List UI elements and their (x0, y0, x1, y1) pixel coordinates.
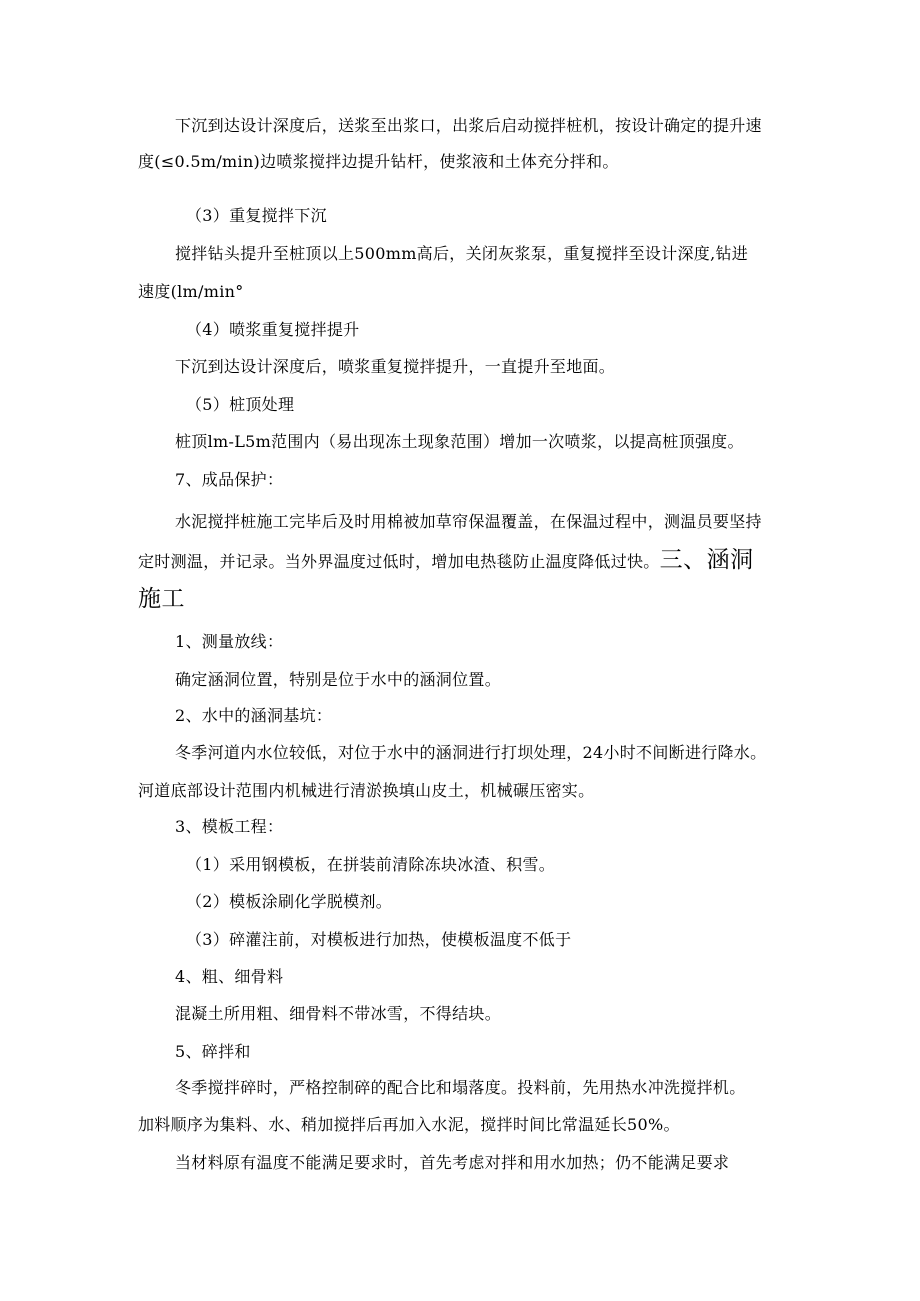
section-heading: 4、粗、细骨料 (175, 967, 284, 986)
paragraph-line: 混凝土所用粗、细骨料不带冰雪，不得结块。 (175, 1004, 502, 1023)
list-item: （3）碎灌注前，对模板进行加热，使模板温度不低于 (186, 930, 572, 949)
subheading: （4）喷浆重复搅拌提升 (186, 320, 360, 339)
section-heading: 3、模板工程： (175, 817, 284, 836)
paragraph-line: 下沉到达设计深度后，喷浆重复搅拌提升，一直提升至地面。 (175, 357, 616, 376)
paragraph-line (138, 545, 754, 575)
paragraph-line: 水泥搅拌桩施工完毕后及时用棉被加草帘保温覆盖，在保温过程中，测温员要坚持 (175, 512, 762, 531)
section-heading: 1、测量放线： (175, 632, 284, 651)
paragraph-line: 速度(lm∕min° (138, 282, 244, 301)
paragraph-line: 当材料原有温度不能满足要求时，首先考虑对拌和用水加热；仍不能满足要求 (175, 1153, 730, 1172)
section-heading: 5、碎拌和 (175, 1042, 251, 1061)
paragraph-text: 定时测温，并记录。当外界温度过低时，增加电热毯防止温度降低过快。 (138, 552, 660, 571)
section-heading: 7、成品保护： (175, 470, 284, 489)
section-title-continued: 施工 (138, 586, 185, 612)
list-item: （2）模板涂刷化学脱模剂。 (186, 892, 393, 911)
paragraph-line: 确定涵洞位置，特别是位于水中的涵洞位置。 (175, 670, 502, 689)
paragraph-line: 下沉到达设计深度后，送浆至出浆口，出浆后启动搅拌桩机，按设计确定的提升速 (175, 116, 762, 135)
paragraph-line: 冬季河道内水位较低，对位于水中的涵洞进行打坝处理，24小时不间断进行降水。 (175, 743, 767, 762)
paragraph-line: 桩顶lm-L5m范围内（易出现冻土现象范围）增加一次喷浆，以提高桩顶强度。 (175, 432, 744, 451)
paragraph-line: 河道底部设计范围内机械进行清淤换填山皮土，机械碾压密实。 (138, 781, 595, 800)
subheading: （5）桩顶处理 (186, 395, 295, 414)
paragraph-line: 冬季搅拌碎时，严格控制碎的配合比和塌落度。投料前，先用热水冲洗搅拌机。 (175, 1078, 746, 1097)
section-heading: 2、水中的涵洞基坑： (175, 706, 333, 725)
paragraph-line: 度(≤0.5m∕min)边喷浆搅拌边提升钻杆，使浆液和土体充分拌和。 (138, 152, 619, 171)
paragraph-line: 搅拌钻头提升至桩顶以上500mm高后，关闭灰浆泵，重复搅拌至设计深度,钻进 (175, 244, 749, 263)
section-title: 三、涵洞 (659, 547, 754, 573)
list-item: （1）采用钢模板，在拼装前清除冻块冰渣、积雪。 (186, 855, 556, 874)
paragraph-line: 加料顺序为集料、水、稍加搅拌后再加入水泥，搅拌时间比常温延长50%。 (138, 1115, 680, 1134)
subheading: （3）重复搅拌下沉 (186, 206, 327, 225)
